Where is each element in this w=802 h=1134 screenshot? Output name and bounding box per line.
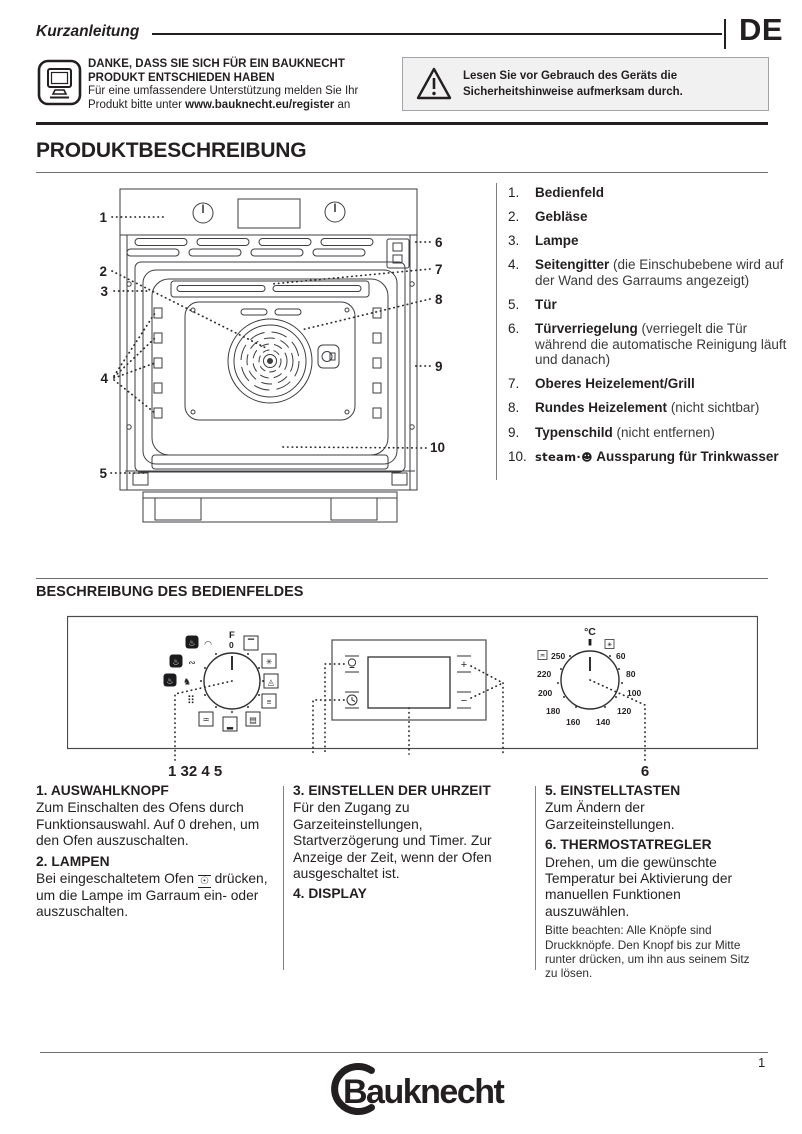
callout-5: 5 xyxy=(99,466,107,481)
legend-body-3: Für den Zugang zu Garzeiteinstellungen, Startverzögerung und Timer. Zur Anzeige der Zeit, wenn der Ofen ausgeschaltet ist. xyxy=(293,800,492,882)
legend-body-5: Zum Ändern der Garzeiteinstellungen. xyxy=(545,800,675,832)
legend-heading-6: 6. THERMOSTATREGLER xyxy=(545,837,712,853)
door-lock xyxy=(387,239,409,268)
minus-button xyxy=(457,692,471,708)
temp-120: 120 xyxy=(617,706,632,716)
doc-type-label: Kurzanleitung xyxy=(36,23,140,40)
temp-80: 80 xyxy=(626,669,636,679)
cavity-lamp xyxy=(318,345,339,368)
legend-body-1: Zum Einschalten des Ofens durch Funktionsauswahl. Auf 0 drehen, um den Ofen auszuschalten. xyxy=(36,800,260,849)
product-registration-icon xyxy=(37,59,82,106)
oven-diagram xyxy=(35,180,490,525)
panel-section-rule xyxy=(36,578,768,579)
defrost-icon: ⠿ xyxy=(186,695,196,707)
temp-60: 60 xyxy=(616,651,626,661)
callout-6: 6 xyxy=(435,235,443,250)
temp-180: 180 xyxy=(546,706,561,716)
steam-level-2-icon xyxy=(170,655,183,668)
legend-note: Bitte beachten: Alle Knöpfe sind Druckknöpfe. Den Knopf bis zur Mitte runter drücken, um ihn aus seinem Sitz zu lösen. xyxy=(545,923,750,981)
language-code: DE xyxy=(739,12,784,47)
lang-divider xyxy=(724,19,726,49)
part-item-4 xyxy=(508,257,794,288)
steam-wordmark: steam· xyxy=(535,449,582,464)
lamp-button xyxy=(345,656,359,672)
part-name: Typenschild xyxy=(535,424,613,440)
svg-text:✳: ✳ xyxy=(606,641,613,649)
svg-text:−: − xyxy=(460,695,468,707)
selector-f-mark: F xyxy=(229,630,235,641)
part-name: Lampe xyxy=(535,233,579,249)
part-name: Bedienfeld xyxy=(535,185,605,200)
lamp-button-icon: ☉ xyxy=(199,876,209,888)
part-name: Oberes Heizelement/Grill xyxy=(535,376,695,392)
forced-air-icon xyxy=(264,674,278,688)
part-item-9 xyxy=(508,425,794,441)
temp-160: 160 xyxy=(566,717,581,727)
grill-icon xyxy=(199,712,213,726)
legend-heading-5: 5. EINSTELLTASTEN xyxy=(545,783,681,798)
callout-10: 10 xyxy=(430,440,446,455)
callout-4: 4 xyxy=(100,371,108,386)
part-item-8 xyxy=(508,400,794,416)
temp-250: 250 xyxy=(551,651,566,661)
temp-200: 200 xyxy=(538,688,553,698)
legend-body-2 xyxy=(36,871,279,921)
part-name: Tür xyxy=(535,296,557,312)
header-rule xyxy=(152,33,722,35)
temp-220: 220 xyxy=(537,669,552,679)
part-num: 6. xyxy=(508,321,520,337)
poultry-icon: ♞ xyxy=(182,676,192,687)
svg-text:♨: ♨ xyxy=(188,638,196,648)
svg-text:♒: ♒ xyxy=(202,715,210,725)
fish-icon: ∾ xyxy=(188,657,196,668)
callout-3: 3 xyxy=(100,284,108,299)
thanks-title-line2: PRODUKT ENTSCHIEDEN HABEN xyxy=(88,71,275,84)
column-divider-1 xyxy=(283,786,284,970)
part-name: Türverriegelung xyxy=(535,321,638,337)
callout-8: 8 xyxy=(435,292,443,307)
legend-body-2-pre: Bei eingeschaltetem Ofen xyxy=(36,871,198,887)
part-num: 9. xyxy=(508,424,520,440)
thanks-body-line2 xyxy=(88,99,400,113)
safety-warning-box xyxy=(402,57,769,111)
callout-leader-lines xyxy=(111,217,430,473)
callout-2: 2 xyxy=(99,264,107,279)
legend-column-2 xyxy=(293,783,521,904)
legend-heading-4: 4. DISPLAY xyxy=(293,886,367,902)
svg-text:+: + xyxy=(460,659,468,671)
bauknecht-logo xyxy=(330,1062,525,1116)
part-num: 7. xyxy=(508,376,520,392)
preheat-icon xyxy=(605,640,614,649)
panel-label-6: 6 xyxy=(640,763,650,780)
part-name: Rundes Heizelement xyxy=(535,400,668,416)
bottom-heat-icon xyxy=(223,717,237,731)
svg-text:≡: ≡ xyxy=(266,697,272,707)
panel-label-cluster: 1 32 4 5 xyxy=(168,763,223,780)
part-name: Aussparung für Trinkwasser xyxy=(596,448,779,464)
legend-body-2-post: drücken, um die Lampe im Garraum ein- oder auszuschalten. xyxy=(36,871,268,920)
part-item-6 xyxy=(508,321,794,368)
svg-text:▂: ▂ xyxy=(226,720,234,730)
thermostat-knob xyxy=(537,626,641,727)
register-text-post: an xyxy=(334,98,351,111)
part-num: 8. xyxy=(508,400,520,416)
part-name: Seitengitter xyxy=(535,257,610,273)
legend-heading-1: 1. AUSWAHLKNOPF xyxy=(36,783,169,798)
steam-level-3-icon xyxy=(186,636,199,649)
page-number: 1 xyxy=(758,1055,766,1070)
thanks-block xyxy=(88,58,400,112)
svg-text:♒: ♒ xyxy=(539,652,546,660)
conventional-icon xyxy=(262,694,276,708)
temp-100: 100 xyxy=(627,688,642,698)
footer-rule xyxy=(40,1052,768,1053)
rack-supports xyxy=(154,308,381,418)
product-section-title: PRODUKTBESCHREIBUNG xyxy=(36,139,307,162)
control-panel-figure xyxy=(67,613,758,781)
thermostat-unit: °C xyxy=(584,626,596,638)
grill-max-icon xyxy=(538,651,547,660)
legend-body-6: Drehen, um die gewünschte Temperatur bei Aktivierung der manuellen Funktionen auszuwählen. xyxy=(545,854,733,919)
part-num: 2. xyxy=(508,209,520,225)
part-num: 1. xyxy=(508,185,520,200)
svg-text:▔: ▔ xyxy=(247,639,255,648)
svg-text:♨: ♨ xyxy=(172,657,180,667)
register-text-pre: Produkt bitte unter xyxy=(88,98,186,111)
part-num: 10. xyxy=(508,448,527,464)
product-title-rule xyxy=(36,172,768,173)
display-screen xyxy=(368,657,450,708)
register-url[interactable]: www.bauknecht.eu/register xyxy=(185,98,335,111)
thanks-title-line1: DANKE, DASS SIE SICH FÜR EIN BAUKNECHT xyxy=(88,58,345,70)
legend-column-1 xyxy=(36,783,279,921)
part-item-10 xyxy=(508,449,794,466)
clock-button xyxy=(345,692,359,708)
panel-section-title: BESCHREIBUNG DES BEDIENFELDES xyxy=(36,584,304,600)
fan xyxy=(228,319,312,403)
part-item-2 xyxy=(508,209,794,225)
top-heating-element xyxy=(171,281,369,297)
part-item-5 xyxy=(508,297,794,313)
pizza-icon xyxy=(246,712,260,726)
svg-text:◬: ◬ xyxy=(267,677,275,687)
part-note: (nicht entfernen) xyxy=(616,424,715,440)
thermostat-index-mark xyxy=(589,639,592,646)
part-name: Gebläse xyxy=(535,209,588,225)
part-num: 4. xyxy=(508,257,520,273)
parts-list xyxy=(496,183,794,480)
fan-grill-icon xyxy=(262,654,276,668)
plus-button xyxy=(457,656,471,672)
part-item-1 xyxy=(508,185,794,201)
legend-heading-3: 3. EINSTELLEN DER UHRZEIT xyxy=(293,783,491,798)
part-item-7 xyxy=(508,376,794,392)
selector-zero-mark: 0 xyxy=(229,640,234,650)
steam-level-1-icon xyxy=(164,674,177,687)
svg-text:♨: ♨ xyxy=(166,676,174,686)
thanks-body-line1: Für eine umfassendere Unterstützung melden Sie Ihr xyxy=(88,85,359,98)
part-note: (nicht sichtbar) xyxy=(670,400,760,416)
diagram-display xyxy=(238,199,300,228)
callout-1: 1 xyxy=(99,210,107,225)
temp-140: 140 xyxy=(596,717,611,727)
callout-7: 7 xyxy=(435,262,443,277)
section-rule-thick xyxy=(36,122,768,125)
safety-warning-text: Lesen Sie vor Gebrauch des Geräts die Sicherheitshinweise aufmerksam durch. xyxy=(463,70,683,98)
column-divider-2 xyxy=(535,786,536,970)
legend-column-3 xyxy=(545,783,763,981)
top-heat-icon xyxy=(244,636,258,650)
brand-wordmark: Bauknecht xyxy=(343,1073,504,1111)
part-item-3 xyxy=(508,233,794,249)
svg-text:▤: ▤ xyxy=(249,715,257,725)
steam-logo-icon: ☻ xyxy=(581,450,593,464)
legend-heading-2: 2. LAMPEN xyxy=(36,853,110,869)
oven-cabinet xyxy=(120,189,417,490)
part-num: 5. xyxy=(508,296,520,312)
svg-text:✳: ✳ xyxy=(265,657,273,667)
warning-triangle-icon xyxy=(415,66,453,102)
part-num: 3. xyxy=(508,233,520,249)
callout-9: 9 xyxy=(435,359,443,374)
part-note: (die Einschubebene wird auf der Wand des Garraums angezeigt) xyxy=(535,257,784,288)
bread-icon: ◠ xyxy=(204,639,212,649)
part-note: (verriegelt die Tür während die automatische Reinigung läuft und danach) xyxy=(535,321,787,368)
